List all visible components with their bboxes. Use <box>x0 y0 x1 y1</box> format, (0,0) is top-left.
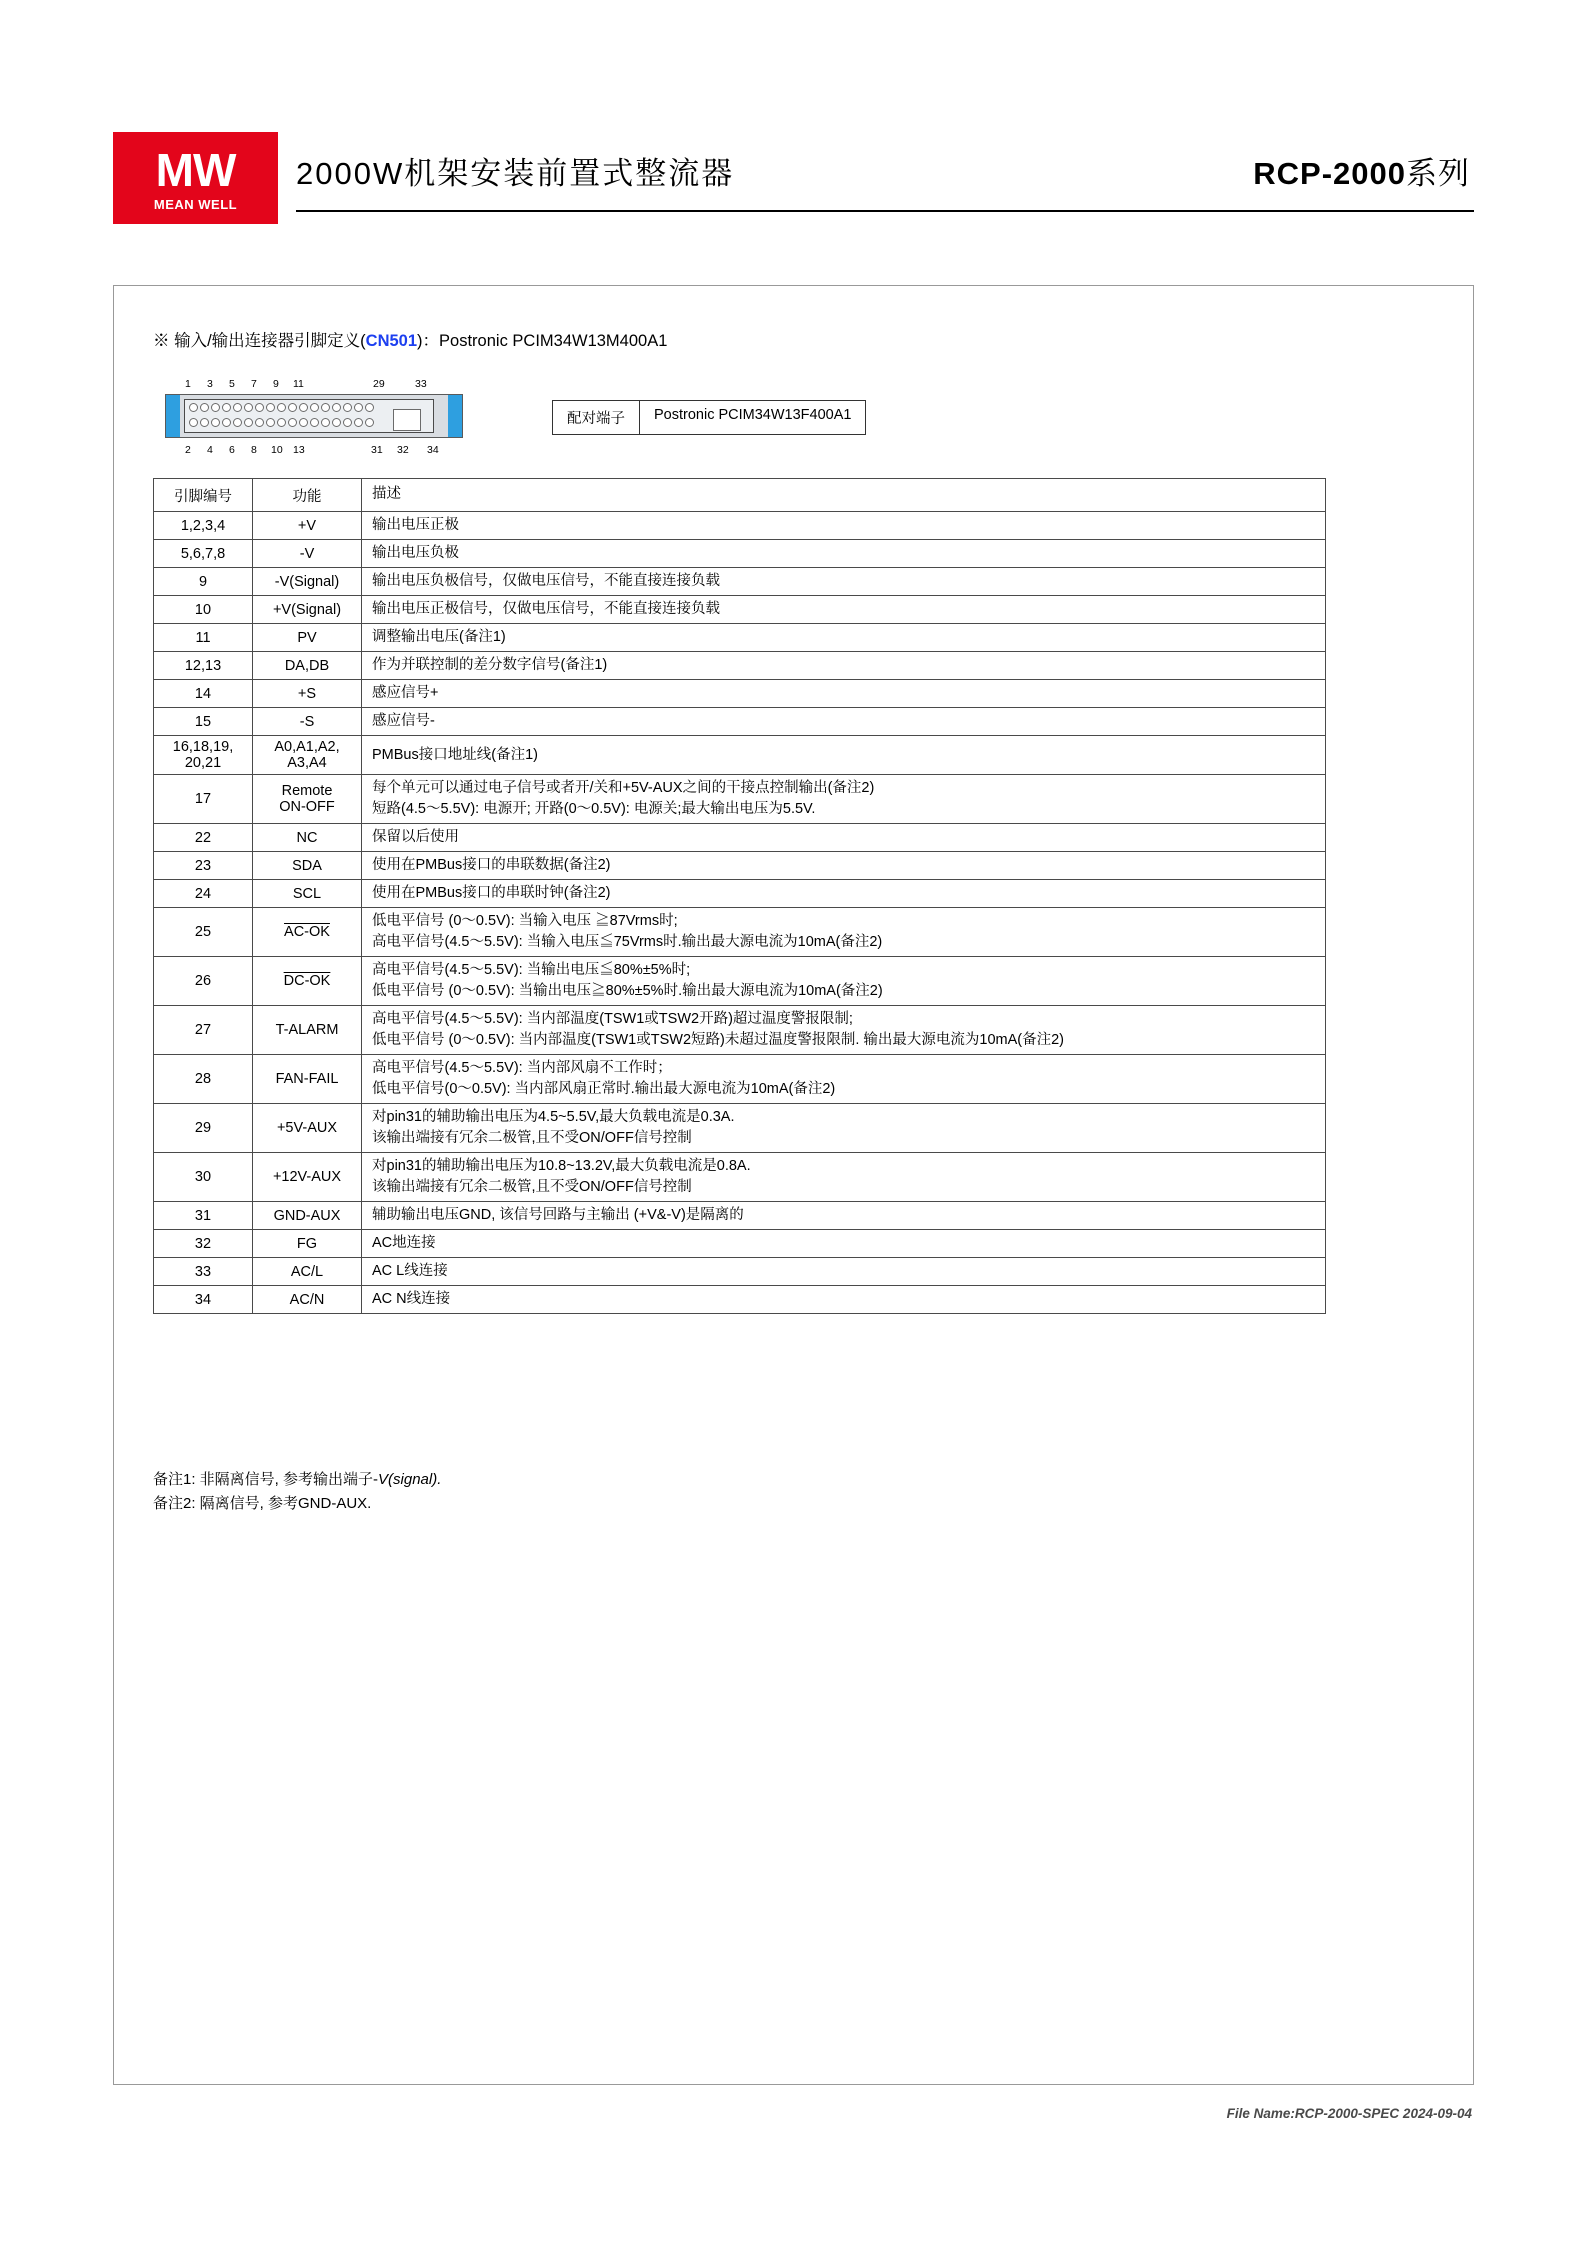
series-suffix: 系列 <box>1406 156 1470 191</box>
cell-desc: 输出电压正极 <box>362 512 1326 540</box>
cell-desc <box>362 908 1326 957</box>
cell-desc <box>362 1055 1326 1104</box>
cell-pin: 34 <box>154 1286 253 1314</box>
connector-power-slot <box>393 409 421 431</box>
cell-function: +S <box>253 680 362 708</box>
table-row <box>154 708 1326 736</box>
pin-hole <box>277 418 286 427</box>
pin-hole <box>211 403 220 412</box>
cell-function <box>253 775 362 824</box>
pin-hole <box>244 403 253 412</box>
cell-desc <box>362 775 1326 824</box>
pin-hole <box>233 403 242 412</box>
cell-pin: 24 <box>154 880 253 908</box>
pin-hole <box>299 403 308 412</box>
cell-pin: 28 <box>154 1055 253 1104</box>
pin-num-top-7: 29 <box>373 378 385 390</box>
pin-hole <box>200 403 209 412</box>
cell-desc <box>362 957 1326 1006</box>
cell-desc-line1: 对pin31的辅助输出电压为10.8~13.2V,最大负载电流是0.8A. <box>372 1158 751 1175</box>
pin-hole <box>288 418 297 427</box>
pin-hole <box>255 418 264 427</box>
cell-function: +V <box>253 512 362 540</box>
cell-desc-line2: 该输出端接有冗余二极管,且不受ON/OFF信号控制 <box>372 1130 692 1147</box>
cell-function: NC <box>253 824 362 852</box>
table-row <box>154 908 1326 957</box>
table-row <box>154 652 1326 680</box>
cell-pin: 26 <box>154 957 253 1006</box>
footnote-1-italic: V(signal). <box>378 1471 442 1488</box>
pin-num-top-3: 5 <box>229 378 235 390</box>
cell-function <box>253 957 362 1006</box>
cell-function: GND-AUX <box>253 1202 362 1230</box>
connector-pin-row-top <box>189 403 374 414</box>
cell-desc-line2: 高电平信号(4.5～5.5V): 当输入电压≦75Vrms时.输出最大源电流为10mA(备注2) <box>372 934 883 951</box>
pin-hole <box>332 403 341 412</box>
cell-pin-line2: 20,21 <box>184 755 222 772</box>
col-header-function: 功能 <box>253 479 362 512</box>
pin-hole <box>189 403 198 412</box>
pin-hole <box>211 418 220 427</box>
pin-hole <box>310 403 319 412</box>
cell-function: -V(Signal) <box>253 568 362 596</box>
pin-hole <box>266 403 275 412</box>
cell-desc: 输出电压正极信号，仅做电压信号，不能直接连接负载 <box>362 596 1326 624</box>
cell-desc: 使用在PMBus接口的串联时钟(备注2) <box>362 880 1326 908</box>
footnotes <box>153 1468 441 1516</box>
cell-function: FAN-FAIL <box>253 1055 362 1104</box>
connector-note <box>153 327 667 351</box>
pin-num-bot-9: 34 <box>427 444 439 456</box>
table-row <box>154 624 1326 652</box>
document-header <box>113 132 1474 224</box>
pin-num-top-5: 9 <box>273 378 279 390</box>
cell-desc: 输出电压负极 <box>362 540 1326 568</box>
pin-hole <box>244 418 253 427</box>
series-title <box>1253 148 1470 193</box>
cell-function-line1: Remote <box>281 783 333 800</box>
table-row <box>154 1258 1326 1286</box>
cell-function-line1: A0,A1,A2, <box>274 739 340 756</box>
mating-connector-box <box>552 400 866 435</box>
cell-function: -V <box>253 540 362 568</box>
cell-pin: 9 <box>154 568 253 596</box>
cell-pin: 31 <box>154 1202 253 1230</box>
cell-desc-line2: 低电平信号 (0～0.5V): 当内部温度(TSW1或TSW2短路)未超过温度警报限制. 输出最大源电流为10mA(备注2) <box>372 1032 1065 1049</box>
cell-function: +5V-AUX <box>253 1104 362 1153</box>
mating-connector-label: 配对端子 <box>553 401 640 434</box>
cell-function: -S <box>253 708 362 736</box>
pin-num-bot-3: 6 <box>229 444 235 456</box>
cell-function: +V(Signal) <box>253 596 362 624</box>
cell-pin: 30 <box>154 1153 253 1202</box>
cell-pin: 1,2,3,4 <box>154 512 253 540</box>
pin-hole <box>288 403 297 412</box>
note-prefix: ※ 输入/输出连接器引脚定义( <box>153 332 366 350</box>
pin-num-top-4: 7 <box>251 378 257 390</box>
table-row <box>154 512 1326 540</box>
footnote-2: 备注2: 隔离信号, 参考GND-AUX. <box>153 1495 372 1512</box>
pin-num-top-2: 3 <box>207 378 213 390</box>
table-row <box>154 775 1326 824</box>
mating-connector-value: Postronic PCIM34W13F400A1 <box>654 407 852 423</box>
table-row <box>154 680 1326 708</box>
cell-desc: AC L线连接 <box>362 1258 1326 1286</box>
pin-hole <box>343 403 352 412</box>
cell-desc-line2: 低电平信号 (0～0.5V): 当输出电压≧80%±5%时.输出最大源电流为10mA(备注2) <box>372 983 883 1000</box>
table-row <box>154 852 1326 880</box>
pin-hole <box>222 418 231 427</box>
cell-function: AC/L <box>253 1258 362 1286</box>
pin-hole <box>255 403 264 412</box>
header-titles <box>278 132 1474 224</box>
cell-function-line2: ON-OFF <box>279 799 335 816</box>
table-row <box>154 957 1326 1006</box>
page-title: 2000W机架安装前置式整流器 <box>296 156 735 191</box>
cell-function-label: DC-OK <box>283 973 331 990</box>
table-row <box>154 568 1326 596</box>
pin-hole <box>321 403 330 412</box>
cell-desc-line1: 每个单元可以通过电子信号或者开/关和+5V-AUX之间的干接点控制输出(备注2) <box>372 780 875 797</box>
cell-desc <box>362 1153 1326 1202</box>
pin-hole <box>354 418 363 427</box>
pin-num-bot-1: 2 <box>185 444 191 456</box>
note-suffix: )：Postronic PCIM34W13M400A1 <box>417 332 668 350</box>
pin-hole <box>332 418 341 427</box>
pin-hole <box>189 418 198 427</box>
cell-pin: 17 <box>154 775 253 824</box>
cell-desc-line2: 短路(4.5～5.5V): 电源开; 开路(0～0.5V): 电源关;最大输出电压为5.5V. <box>372 801 816 818</box>
footnote-1-text: 备注1: 非隔离信号, 参考输出端子- <box>153 1471 379 1488</box>
cell-pin: 32 <box>154 1230 253 1258</box>
cell-function-label: AC-OK <box>284 924 330 941</box>
cell-desc: 作为并联控制的差分数字信号(备注1) <box>362 652 1326 680</box>
cell-function: +12V-AUX <box>253 1153 362 1202</box>
pin-num-bot-4: 8 <box>251 444 257 456</box>
cell-pin: 22 <box>154 824 253 852</box>
cell-desc-line1: 对pin31的辅助输出电压为4.5~5.5V,最大负载电流是0.3A. <box>372 1109 735 1126</box>
pin-hole <box>299 418 308 427</box>
cell-function: DA,DB <box>253 652 362 680</box>
header-divider <box>296 210 1474 212</box>
connector-body <box>165 394 463 438</box>
connector-pin-field <box>184 399 434 433</box>
logo-mw-text: MW <box>155 143 236 196</box>
pin-num-bot-6: 13 <box>293 444 305 456</box>
table-row <box>154 824 1326 852</box>
pin-hole <box>233 418 242 427</box>
pin-hole <box>277 403 286 412</box>
file-name-footer: File Name:RCP-2000-SPEC 2024-09-04 <box>1226 2106 1472 2121</box>
cell-function: SDA <box>253 852 362 880</box>
pin-hole <box>365 418 374 427</box>
table-row <box>154 596 1326 624</box>
series-code: RCP-2000 <box>1253 156 1406 191</box>
connector-top-pin-numbers <box>165 378 465 392</box>
cell-pin-line1: 16,18,19, <box>172 739 234 756</box>
cell-desc: AC N线连接 <box>362 1286 1326 1314</box>
pin-num-bot-5: 10 <box>271 444 283 456</box>
cell-desc-line1: 高电平信号(4.5～5.5V): 当内部风扇不工作时； <box>372 1060 672 1077</box>
cell-desc <box>362 1006 1326 1055</box>
cell-desc: 辅助输出电压GND, 该信号回路与主输出 (+V&-V)是隔离的 <box>362 1202 1326 1230</box>
table-row <box>154 736 1326 775</box>
connector-bottom-pin-numbers <box>165 444 465 458</box>
cell-desc-line2: 低电平信号(0～0.5V): 当内部风扇正常时.输出最大源电流为10mA(备注2) <box>372 1081 836 1098</box>
brand-logo <box>113 132 278 224</box>
connector-left-shell <box>166 395 180 437</box>
pin-hole <box>365 403 374 412</box>
cell-pin: 15 <box>154 708 253 736</box>
pin-hole <box>354 403 363 412</box>
pin-num-top-8: 33 <box>415 378 427 390</box>
cell-desc: 调整输出电压(备注1) <box>362 624 1326 652</box>
cell-pin: 29 <box>154 1104 253 1153</box>
pin-num-bot-7: 31 <box>371 444 383 456</box>
pin-hole <box>343 418 352 427</box>
table-header-row <box>154 479 1326 512</box>
pin-num-bot-8: 32 <box>397 444 409 456</box>
cell-desc-line1: 高电平信号(4.5～5.5V): 当输出电压≦80%±5%时; <box>372 962 691 979</box>
table-row <box>154 880 1326 908</box>
cell-desc: 感应信号+ <box>362 680 1326 708</box>
cell-function <box>253 908 362 957</box>
cell-pin: 27 <box>154 1006 253 1055</box>
cell-desc: 使用在PMBus接口的串联数据(备注2) <box>362 852 1326 880</box>
pin-num-top-1: 1 <box>185 378 191 390</box>
cell-function: T-ALARM <box>253 1006 362 1055</box>
cell-pin: 25 <box>154 908 253 957</box>
table-row <box>154 1006 1326 1055</box>
cell-pin: 14 <box>154 680 253 708</box>
cell-desc <box>362 1104 1326 1153</box>
cell-function: AC/N <box>253 1286 362 1314</box>
cell-pin: 33 <box>154 1258 253 1286</box>
pin-hole <box>310 418 319 427</box>
cell-pin: 5,6,7,8 <box>154 540 253 568</box>
table-row <box>154 1104 1326 1153</box>
pin-hole <box>266 418 275 427</box>
cell-desc: 感应信号- <box>362 708 1326 736</box>
cell-function: SCL <box>253 880 362 908</box>
cell-function: FG <box>253 1230 362 1258</box>
pin-num-top-6: 11 <box>293 378 304 390</box>
pin-hole <box>321 418 330 427</box>
col-header-desc: 描述 <box>362 479 1326 512</box>
cell-desc-line1: 高电平信号(4.5～5.5V): 当内部温度(TSW1或TSW2开路)超过温度警报限制; <box>372 1011 853 1028</box>
cell-desc: AC地连接 <box>362 1230 1326 1258</box>
cell-pin: 12,13 <box>154 652 253 680</box>
table-row <box>154 1055 1326 1104</box>
cell-desc-line1: 低电平信号 (0～0.5V): 当输入电压 ≧87Vrms时; <box>372 913 678 930</box>
table-row <box>154 1153 1326 1202</box>
logo-meanwell-text: MEAN WELL <box>153 196 238 212</box>
cell-desc: 保留以后使用 <box>362 824 1326 852</box>
cell-function <box>253 736 362 775</box>
cell-function: PV <box>253 624 362 652</box>
pin-num-bot-2: 4 <box>207 444 213 456</box>
pin-hole <box>222 403 231 412</box>
pin-definition-table <box>153 478 1326 1314</box>
cell-function-line2: A3,A4 <box>287 755 327 772</box>
table-row <box>154 1202 1326 1230</box>
note-cn-label: CN501 <box>365 332 418 350</box>
cell-pin: 10 <box>154 596 253 624</box>
table-row <box>154 1230 1326 1258</box>
cell-pin <box>154 736 253 775</box>
cell-pin: 23 <box>154 852 253 880</box>
connector-diagram <box>165 378 465 458</box>
cell-desc-line2: 该输出端接有冗余二极管,且不受ON/OFF信号控制 <box>372 1179 692 1196</box>
table-row <box>154 540 1326 568</box>
footnote-1 <box>153 1468 441 1492</box>
pin-hole <box>200 418 209 427</box>
table-row <box>154 1286 1326 1314</box>
connector-pin-row-bottom <box>189 418 374 429</box>
col-header-pin: 引脚编号 <box>154 479 253 512</box>
cell-desc: PMBus接口地址线(备注1) <box>362 736 1326 775</box>
cell-desc: 输出电压负极信号，仅做电压信号，不能直接连接负载 <box>362 568 1326 596</box>
connector-right-shell <box>448 395 462 437</box>
cell-pin: 11 <box>154 624 253 652</box>
